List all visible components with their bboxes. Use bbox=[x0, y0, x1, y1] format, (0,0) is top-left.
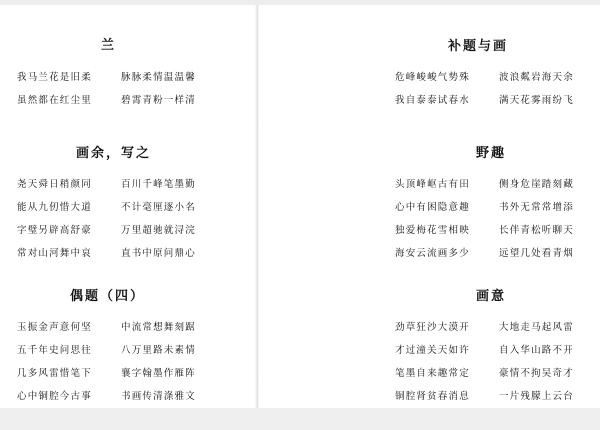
poem-line bbox=[17, 173, 196, 196]
verse-a: 才过潼关天如许 bbox=[395, 345, 470, 356]
verse-a: 我自泰泰试春水 bbox=[395, 95, 470, 106]
verse-b: 远望几处看青烟 bbox=[499, 248, 574, 259]
verse-a: 头顶峰岖古有田 bbox=[395, 179, 470, 190]
poem-title: 兰 bbox=[101, 38, 117, 53]
verse-b: 不计毫厘逐小名 bbox=[121, 202, 196, 213]
poem-line bbox=[395, 385, 574, 408]
poem-line bbox=[395, 219, 574, 242]
verse-b: 一片残朦上云台 bbox=[499, 391, 574, 402]
verse-b: 书外无常常增添 bbox=[499, 202, 574, 213]
poem-line bbox=[395, 89, 574, 112]
poem-line bbox=[395, 339, 574, 362]
poem-line bbox=[395, 316, 574, 339]
poem-line bbox=[17, 66, 196, 89]
verse-b: 百川千峰笔墨勤 bbox=[121, 179, 196, 190]
poem-line bbox=[17, 242, 196, 265]
verse-a: 虽然都在红尘里 bbox=[17, 95, 92, 106]
verse-a: 五千年史问思往 bbox=[17, 345, 92, 356]
poem-line bbox=[395, 196, 574, 219]
poem-line bbox=[395, 362, 574, 385]
verse-b: 中流常想舞刻踞 bbox=[121, 322, 196, 333]
poem-title: 补题与画 bbox=[448, 39, 509, 54]
verse-b: 侧身危崖踏刻藏 bbox=[499, 179, 574, 190]
verse-a: 字璧另辟高舒豪 bbox=[17, 225, 92, 236]
viewer-background bbox=[0, 408, 600, 430]
verse-a: 心中铜腔今古事 bbox=[17, 391, 92, 402]
poem-title: 画意 bbox=[476, 289, 507, 304]
poem-line bbox=[395, 242, 574, 265]
verse-a: 能从九仞惜大道 bbox=[17, 202, 92, 213]
poem-line bbox=[17, 196, 196, 219]
verse-a: 海安云流画多少 bbox=[395, 248, 470, 259]
verse-a: 我马兰花是旧柔 bbox=[17, 72, 92, 83]
verse-b: 直书中原问鼎心 bbox=[121, 248, 196, 259]
verse-a: 劲草狂沙大漠开 bbox=[395, 322, 470, 333]
poem-line bbox=[17, 89, 196, 112]
verse-b: 自入华山路不开 bbox=[499, 345, 574, 356]
verse-b: 豪情不拘吴奇才 bbox=[499, 368, 574, 379]
verse-b: 碧霄青粉一样清 bbox=[121, 95, 196, 106]
verse-a: 玉振金声意何坚 bbox=[17, 322, 92, 333]
poem-line bbox=[395, 66, 574, 89]
verse-a: 尧天舜日稍颜同 bbox=[17, 179, 92, 190]
poem-line bbox=[395, 173, 574, 196]
verse-a: 危峰峻峻气势殊 bbox=[395, 72, 470, 83]
poem-body bbox=[17, 173, 196, 265]
verse-a: 常对山河舞中哀 bbox=[17, 248, 92, 259]
verse-b: 万里超驰就浔浣 bbox=[121, 225, 196, 236]
verse-b: 大地走马起风雷 bbox=[499, 322, 574, 333]
poem-line bbox=[17, 362, 196, 385]
right-page bbox=[258, 5, 600, 408]
verse-b: 书画传清涤雅文 bbox=[121, 391, 196, 402]
verse-a: 铜腔肾贫春消息 bbox=[395, 391, 470, 402]
verse-b: 襄字翰墨作雁阵 bbox=[121, 368, 196, 379]
verse-a: 几多风雷惜笔下 bbox=[17, 368, 92, 379]
poem-body bbox=[17, 316, 196, 408]
poem-line bbox=[17, 316, 196, 339]
poem-body bbox=[395, 316, 574, 408]
poem-body bbox=[17, 66, 196, 112]
verse-b: 八万里路未素情 bbox=[121, 345, 196, 356]
left-page bbox=[0, 5, 258, 408]
poem-body bbox=[395, 66, 574, 112]
poem-title: 偶题（四） bbox=[70, 289, 146, 304]
verse-a: 独爱梅花雪相映 bbox=[395, 225, 470, 236]
verse-b: 脉脉柔情温温馨 bbox=[121, 72, 196, 83]
poem-title: 野趣 bbox=[476, 146, 507, 161]
poem-title: 画余，写之 bbox=[76, 146, 152, 161]
verse-a: 笔墨自来趣常定 bbox=[395, 368, 470, 379]
verse-b: 满天花雾雨纷飞 bbox=[499, 95, 574, 106]
poem-body bbox=[395, 173, 574, 265]
poem-line bbox=[17, 339, 196, 362]
book-spread bbox=[0, 5, 600, 408]
verse-a: 心中有困隐意趣 bbox=[395, 202, 470, 213]
verse-b: 波浪粼岩海天余 bbox=[499, 72, 574, 83]
poem-line bbox=[17, 385, 196, 408]
verse-b: 长伴青松听聊天 bbox=[499, 225, 574, 236]
poem-line bbox=[17, 219, 196, 242]
